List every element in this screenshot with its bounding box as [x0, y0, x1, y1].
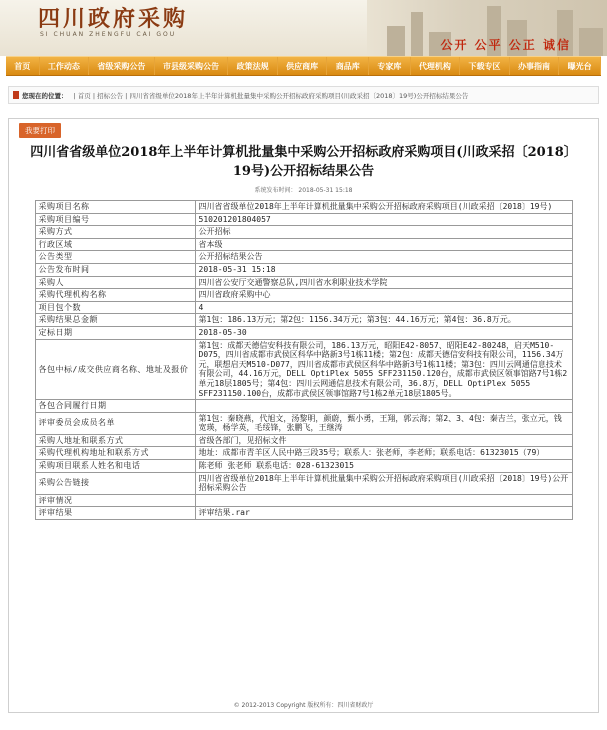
- row-key: 评审委员会成员名单: [35, 412, 195, 434]
- nav-city-county-notices[interactable]: 市县级采购公告: [155, 57, 229, 75]
- row-key: 采购结果总金额: [35, 314, 195, 327]
- row-key: 各包合同履行日期: [35, 400, 195, 413]
- table-row: [35, 507, 572, 520]
- row-value: 四川省政府采购中心: [195, 289, 572, 302]
- breadcrumb: [8, 86, 599, 104]
- row-key: 采购方式: [35, 226, 195, 239]
- row-value: 省级各部门，见招标文件: [195, 434, 572, 447]
- row-key: 采购项目编号: [35, 213, 195, 226]
- print-button[interactable]: 我要打印: [19, 123, 61, 138]
- row-key: 公告发布时间: [35, 263, 195, 276]
- row-value[interactable]: 评审结果.rar: [195, 507, 572, 520]
- nav-suppliers[interactable]: 供应商库: [278, 57, 328, 75]
- table-row: [35, 339, 572, 400]
- row-value: 4: [195, 301, 572, 314]
- location-arrow-icon: [13, 91, 19, 99]
- table-row: [35, 213, 572, 226]
- table-row: [35, 494, 572, 507]
- row-key: 采购人地址和联系方式: [35, 434, 195, 447]
- row-value: 公开招标: [195, 226, 572, 239]
- publish-time: 系统发布时间： 2018-05-31 15:18: [254, 187, 353, 194]
- table-row: [35, 434, 572, 447]
- site-banner: [0, 0, 607, 56]
- table-row: [35, 263, 572, 276]
- article-frame: [8, 118, 599, 713]
- nav-products[interactable]: 商品库: [327, 57, 369, 75]
- table-row: [35, 201, 572, 214]
- breadcrumb-label: 您现在的位置：: [22, 91, 68, 100]
- row-value: [195, 494, 572, 507]
- row-key: 采购项目联系人姓名和电话: [35, 460, 195, 473]
- table-row: [35, 301, 572, 314]
- main-nav: [6, 56, 601, 76]
- row-key: 采购公告链接: [35, 472, 195, 494]
- row-value: 陈老师 张老师 联系电话：028-61323015: [195, 460, 572, 473]
- site-subtitle: SI CHUAN ZHENGFU CAI GOU: [40, 31, 177, 38]
- table-row: [35, 276, 572, 289]
- row-key: 采购人: [35, 276, 195, 289]
- row-value: 第1包：186.13万元；第2包：1156.34万元；第3包：44.16万元；第4包：36.8万元。: [195, 314, 572, 327]
- nav-home[interactable]: 首页: [6, 57, 40, 75]
- row-key: 行政区域: [35, 238, 195, 251]
- row-key: 项目包个数: [35, 301, 195, 314]
- row-key: 评审结果: [35, 507, 195, 520]
- row-value: 四川省公安厅交通警察总队,四川省水利职业技术学院: [195, 276, 572, 289]
- table-row: [35, 238, 572, 251]
- nav-experts[interactable]: 专家库: [369, 57, 411, 75]
- row-value: 四川省省级单位2018年上半年计算机批量集中采购公开招标政府采购项目(川政采招〔2018〕19号): [195, 201, 572, 214]
- table-row: [35, 251, 572, 264]
- row-value: 2018-05-30: [195, 326, 572, 339]
- row-value: 公开招标结果公告: [195, 251, 572, 264]
- table-row: [35, 400, 572, 413]
- table-row: [35, 447, 572, 460]
- page-title: 四川省省级单位2018年上半年计算机批量集中采购公开招标政府采购项目(川政采招〔2018〕19号)公开招标结果公告: [30, 145, 577, 179]
- nav-guide[interactable]: 办事指南: [510, 57, 560, 75]
- info-table: [35, 200, 573, 520]
- table-row: [35, 314, 572, 327]
- row-value: 地址：成都市青羊区人民中路三段35号；联系人：张老师，李老师；联系电话：61323015（79）: [195, 447, 572, 460]
- row-key: 采购代理机构地址和联系方式: [35, 447, 195, 460]
- row-value: 第1包：成都天德信安科技有限公司，186.13万元，昭阳E42-8057、昭阳E42-80248，启天M510-D075，四川省成都市武侯区科华中路新3号1栋11楼；第2包：成都天德信安科技有限公司，1156.34万元，联想启天M510-D077，四川省成都市武侯区科华中路新3号1栋11楼；第3包：四川云网通信息技术有限公司，44.16万元，DELL OptiPlex 5055 SFF231150.120台，成都市武侯区领事馆路7号1栋2单元18层1805号；第4包：四川云网通信息技术有限公司，36.8万，DELL OptiPlex 5055 SFF231150.100台，成都市武侯区领事馆路7号1栋2单元18层1805号。: [195, 339, 572, 400]
- slogan: 公开 公平 公正 诚信: [440, 38, 571, 52]
- nav-policies[interactable]: 政策法规: [228, 57, 278, 75]
- table-row: [35, 289, 572, 302]
- row-value: 第1包：秦晓燕，代旭文，汤黎明，颜蔚，甄小勇，王翔，郭云海；第2、3、4包：秦吉兰，张立元，钱宽瑛，杨学英，毛绥锋，张鹏飞，王继涛: [195, 412, 572, 434]
- table-row: [35, 326, 572, 339]
- nav-agencies[interactable]: 代理机构: [411, 57, 461, 75]
- table-row: [35, 226, 572, 239]
- row-key: 采购项目名称: [35, 201, 195, 214]
- row-value: [195, 400, 572, 413]
- footer-copyright: © 2012-2013 Copyright 版权所有：四川省财政厅: [233, 702, 374, 709]
- site-title: 四川政府采购: [38, 6, 189, 32]
- row-key: 公告类型: [35, 251, 195, 264]
- breadcrumb-path[interactable]: | 首页 | 招标公告 | 四川省省级单位2018年上半年计算机批量集中采购公开招标政府采购项目(川政采招〔2018〕19号)公开招标结果公告: [73, 91, 469, 100]
- row-key: 各包中标/成交供应商名称、地址及报价: [35, 339, 195, 400]
- nav-work-news[interactable]: 工作动态: [40, 57, 90, 75]
- table-row: [35, 472, 572, 494]
- table-row: [35, 460, 572, 473]
- table-row: [35, 412, 572, 434]
- row-key: 评审情况: [35, 494, 195, 507]
- row-key: 采购代理机构名称: [35, 289, 195, 302]
- row-value: 省本级: [195, 238, 572, 251]
- row-value: 510201201804057: [195, 213, 572, 226]
- row-key: 定标日期: [35, 326, 195, 339]
- nav-provincial-notices[interactable]: 省级采购公告: [89, 57, 155, 75]
- nav-exposure[interactable]: 曝光台: [559, 57, 601, 75]
- row-value: 2018-05-31 15:18: [195, 263, 572, 276]
- row-value[interactable]: 四川省省级单位2018年上半年计算机批量集中采购公开招标政府采购项目(川政采招〔2018〕19号)公开招标采购公告: [195, 472, 572, 494]
- nav-downloads[interactable]: 下载专区: [460, 57, 510, 75]
